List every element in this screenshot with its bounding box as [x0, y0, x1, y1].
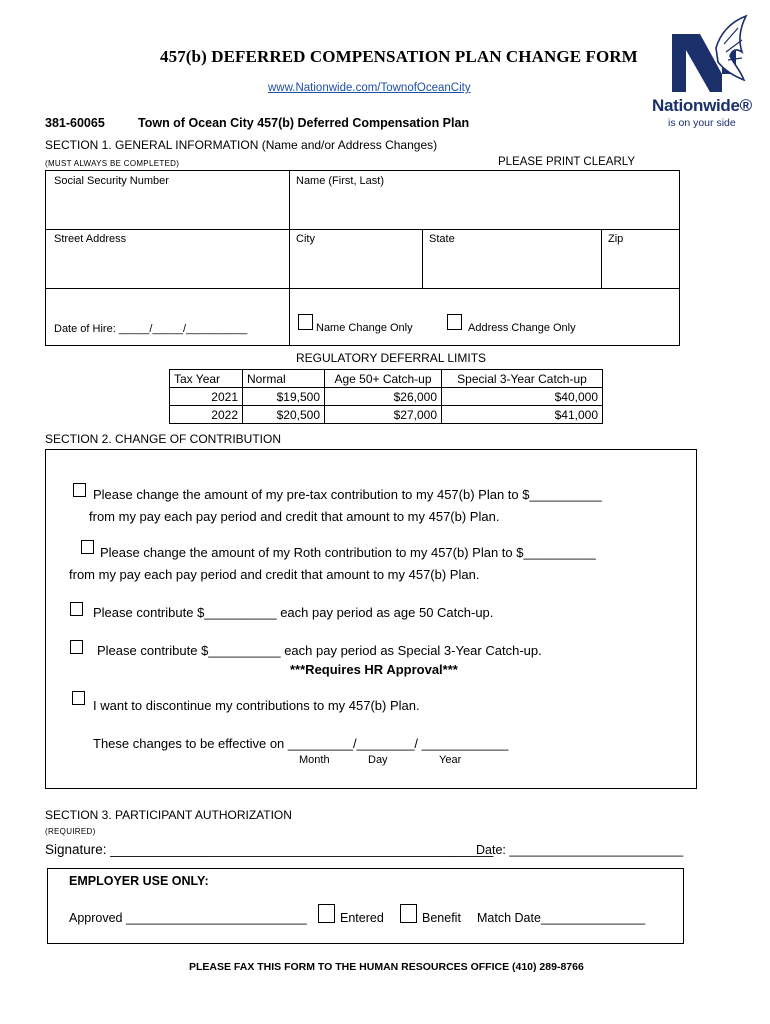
roth-change-text: Please change the amount of my Roth contribution to my 457(b) Plan to $__________ — [100, 545, 596, 560]
limits-cell: $41,000 — [442, 406, 603, 424]
required-note: (REQUIRED) — [45, 827, 96, 836]
discontinue-text: I want to discontinue my contributions to my 457(b) Plan. — [93, 698, 420, 713]
section2-title: SECTION 2. CHANGE OF CONTRIBUTION — [45, 432, 282, 446]
benefit-label: Benefit — [422, 911, 461, 925]
special3-checkbox[interactable] — [70, 640, 83, 654]
general-info-grid — [45, 170, 680, 346]
state-label: State — [429, 233, 455, 245]
eagle-icon — [670, 14, 750, 94]
employer-use-box — [47, 868, 684, 944]
plan-name: Town of Ocean City 457(b) Deferred Compensation Plan — [138, 116, 470, 130]
must-complete-note: (MUST ALWAYS BE COMPLETED) — [45, 159, 180, 168]
special3-text: Please contribute $__________ each pay period as Special 3-Year Catch-up. — [97, 643, 542, 658]
pretax-change-checkbox[interactable] — [73, 483, 86, 497]
limits-cell: $26,000 — [325, 388, 442, 406]
address-change-checkbox[interactable] — [447, 314, 462, 330]
section1-title: SECTION 1. GENERAL INFORMATION (Name and/or Address Changes) — [45, 138, 438, 152]
limits-header-cell: Age 50+ Catch-up — [325, 370, 442, 388]
roth-change-text-2: from my pay each pay period and credit that amount to my 457(b) Plan. — [69, 567, 480, 582]
limits-cell: $19,500 — [243, 388, 325, 406]
year-label: Year — [439, 754, 462, 766]
limits-cell: 2022 — [170, 406, 243, 424]
limits-cell: $27,000 — [325, 406, 442, 424]
limits-header-row — [170, 370, 603, 388]
limits-cell: 2021 — [170, 388, 243, 406]
limits-cell: $40,000 — [442, 388, 603, 406]
table-row — [170, 406, 603, 424]
entered-label: Entered — [340, 911, 384, 925]
ssn-label: Social Security Number — [54, 175, 169, 187]
name-label: Name (First, Last) — [296, 175, 385, 187]
logo-tagline: is on your side — [668, 117, 736, 129]
limits-cell: $20,500 — [243, 406, 325, 424]
employer-use-title: EMPLOYER USE ONLY: — [69, 874, 209, 888]
day-label: Day — [368, 754, 388, 766]
match-date-field[interactable]: Match Date_______________ — [477, 911, 646, 925]
catchup50-checkbox[interactable] — [70, 602, 83, 616]
print-clearly-note: PLEASE PRINT CLEARLY — [498, 156, 635, 168]
form-title: 457(b) DEFERRED COMPENSATION PLAN CHANGE FORM — [160, 47, 638, 66]
pretax-change-text-2: from my pay each pay period and credit that amount to my 457(b) Plan. — [89, 509, 500, 524]
benefit-checkbox[interactable] — [400, 904, 417, 923]
catchup50-text: Please contribute $__________ each pay period as age 50 Catch-up. — [93, 605, 494, 620]
pretax-change-text: Please change the amount of my pre-tax contribution to my 457(b) Plan to $__________ — [93, 487, 602, 502]
entered-checkbox[interactable] — [318, 904, 335, 923]
limits-title: REGULATORY DEFERRAL LIMITS — [296, 351, 487, 365]
month-label: Month — [299, 754, 330, 766]
table-row — [170, 388, 603, 406]
signature-date-field[interactable]: Date: _________________________ — [476, 843, 684, 857]
zip-label: Zip — [608, 233, 624, 245]
fax-instructions: PLEASE FAX THIS FORM TO THE HUMAN RESOURCES OFFICE (410) 289-8766 — [189, 961, 584, 973]
contribution-change-box — [45, 449, 697, 789]
limits-header-cell: Tax Year — [170, 370, 243, 388]
limits-header-cell: Special 3-Year Catch-up — [442, 370, 603, 388]
roth-change-checkbox[interactable] — [81, 540, 94, 554]
approved-field[interactable]: Approved __________________________ — [69, 911, 307, 925]
plan-number: 381-60065 — [45, 116, 105, 130]
address-change-label: Address Change Only — [468, 322, 576, 334]
limits-table — [169, 369, 603, 424]
city-label: City — [296, 233, 315, 245]
date-of-hire-field[interactable]: Date of Hire: _____/_____/__________ — [54, 323, 248, 335]
section3-title: SECTION 3. PARTICIPANT AUTHORIZATION — [45, 808, 292, 822]
name-change-label: Name Change Only — [316, 322, 413, 334]
nationwide-logo — [648, 14, 758, 134]
logo-wordmark: Nationwide® — [652, 96, 752, 115]
street-label: Street Address — [54, 233, 127, 245]
discontinue-checkbox[interactable] — [72, 691, 85, 705]
effective-date-field[interactable]: These changes to be effective on _________/________/ ____________ — [93, 736, 509, 751]
limits-header-cell: Normal — [243, 370, 325, 388]
name-change-checkbox[interactable] — [298, 314, 313, 330]
plan-url-link[interactable]: www.Nationwide.com/TownofOceanCity — [268, 82, 471, 94]
signature-field[interactable]: Signature: ___________________________________________________ — [45, 842, 494, 857]
hr-approval-note: ***Requires HR Approval*** — [290, 662, 458, 677]
